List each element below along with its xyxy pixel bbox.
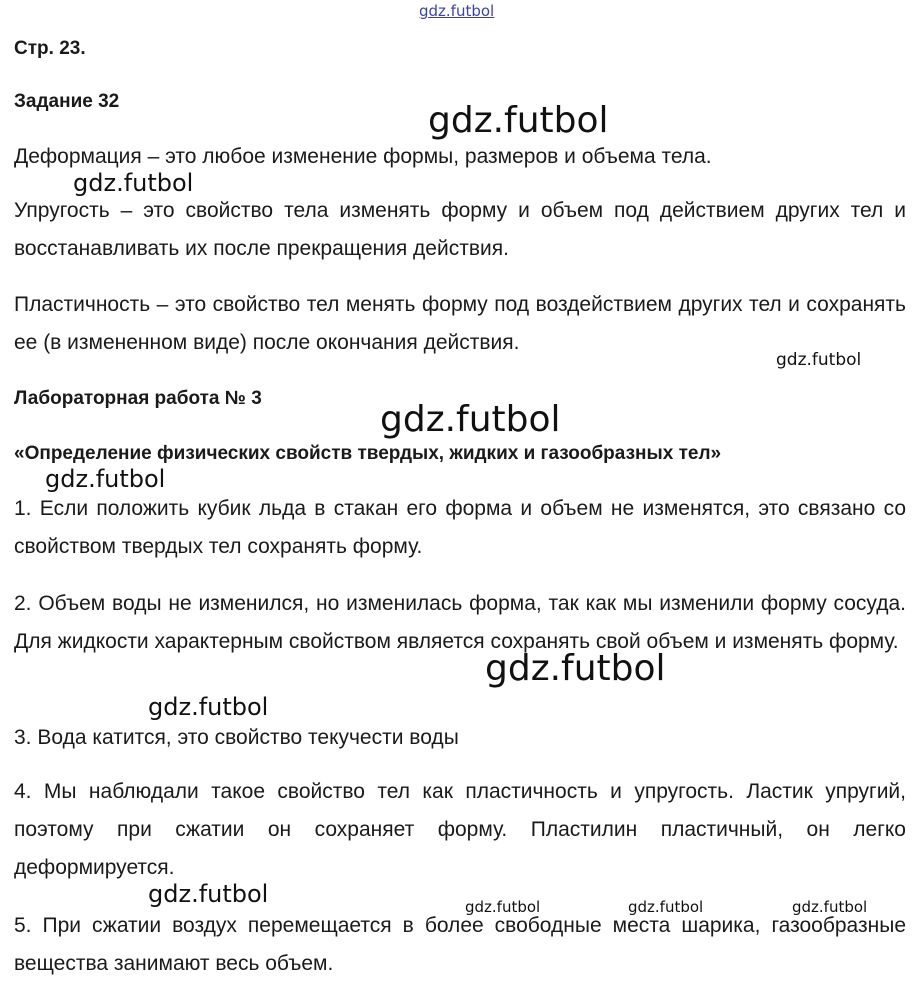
page-reference: Стр. 23.: [14, 38, 86, 59]
lab-subtitle: «Определение физических свойств твердых, жидких и газообразных тел»: [14, 443, 722, 464]
watermark-text: gdz.futbol: [428, 100, 609, 141]
watermark-text: gdz.futbol: [792, 898, 868, 916]
lab-title: Лабораторная работа № 3: [14, 388, 262, 409]
watermark-text: gdz.futbol: [628, 898, 704, 916]
definition-deformation: Деформация – это любое изменение формы, размеров и объема тела.: [14, 145, 712, 168]
answer-1: 1. Если положить кубик льда в стакан его форма и объем не изменятся, это связано со свойством твердых тел сохранять форму.: [14, 497, 906, 558]
answer-4: 4. Мы наблюдали такое свойство тел как пластичность и упругость. Ластик упругий, поэтому при сжатии он сохраняет форму. Пластилин пластичный, он легко деформируется.: [14, 780, 906, 879]
watermark-text: gdz.futbol: [148, 880, 269, 908]
answer-5: 5. При сжатии воздух перемещается в более свободные места шарика, газообразные вещества занимают весь объем.: [14, 914, 906, 975]
definition-elasticity: Упругость – это свойство тела изменять форму и объем под действием других тел и восстанавливать их после прекращения действия.: [14, 199, 906, 260]
watermark-text: gdz.futbol: [380, 399, 561, 440]
watermark-text: gdz.futbol: [148, 693, 269, 721]
answer-3: 3. Вода катится, это свойство текучести воды: [14, 726, 459, 749]
watermark-text: gdz.futbol: [776, 350, 862, 370]
definition-plasticity: Пластичность – это свойство тел менять форму под воздействием других тел и сохранять ее (в измененном виде) после окончания действия.: [14, 293, 906, 354]
watermark-text: gdz.futbol: [465, 898, 541, 916]
watermark-text: gdz.futbol: [73, 169, 194, 197]
watermark-text: gdz.futbol: [45, 465, 166, 493]
watermark-text: gdz.futbol: [485, 648, 666, 689]
answer-2: 2. Объем воды не изменился, но изменилась форма, так как мы изменили форму сосуда. Для жидкости характерным свойством является сохранять свой объем и изменять форму.: [14, 592, 906, 653]
watermark-link-top[interactable]: gdz.futbol: [419, 2, 495, 20]
task-title: Задание 32: [14, 91, 120, 112]
